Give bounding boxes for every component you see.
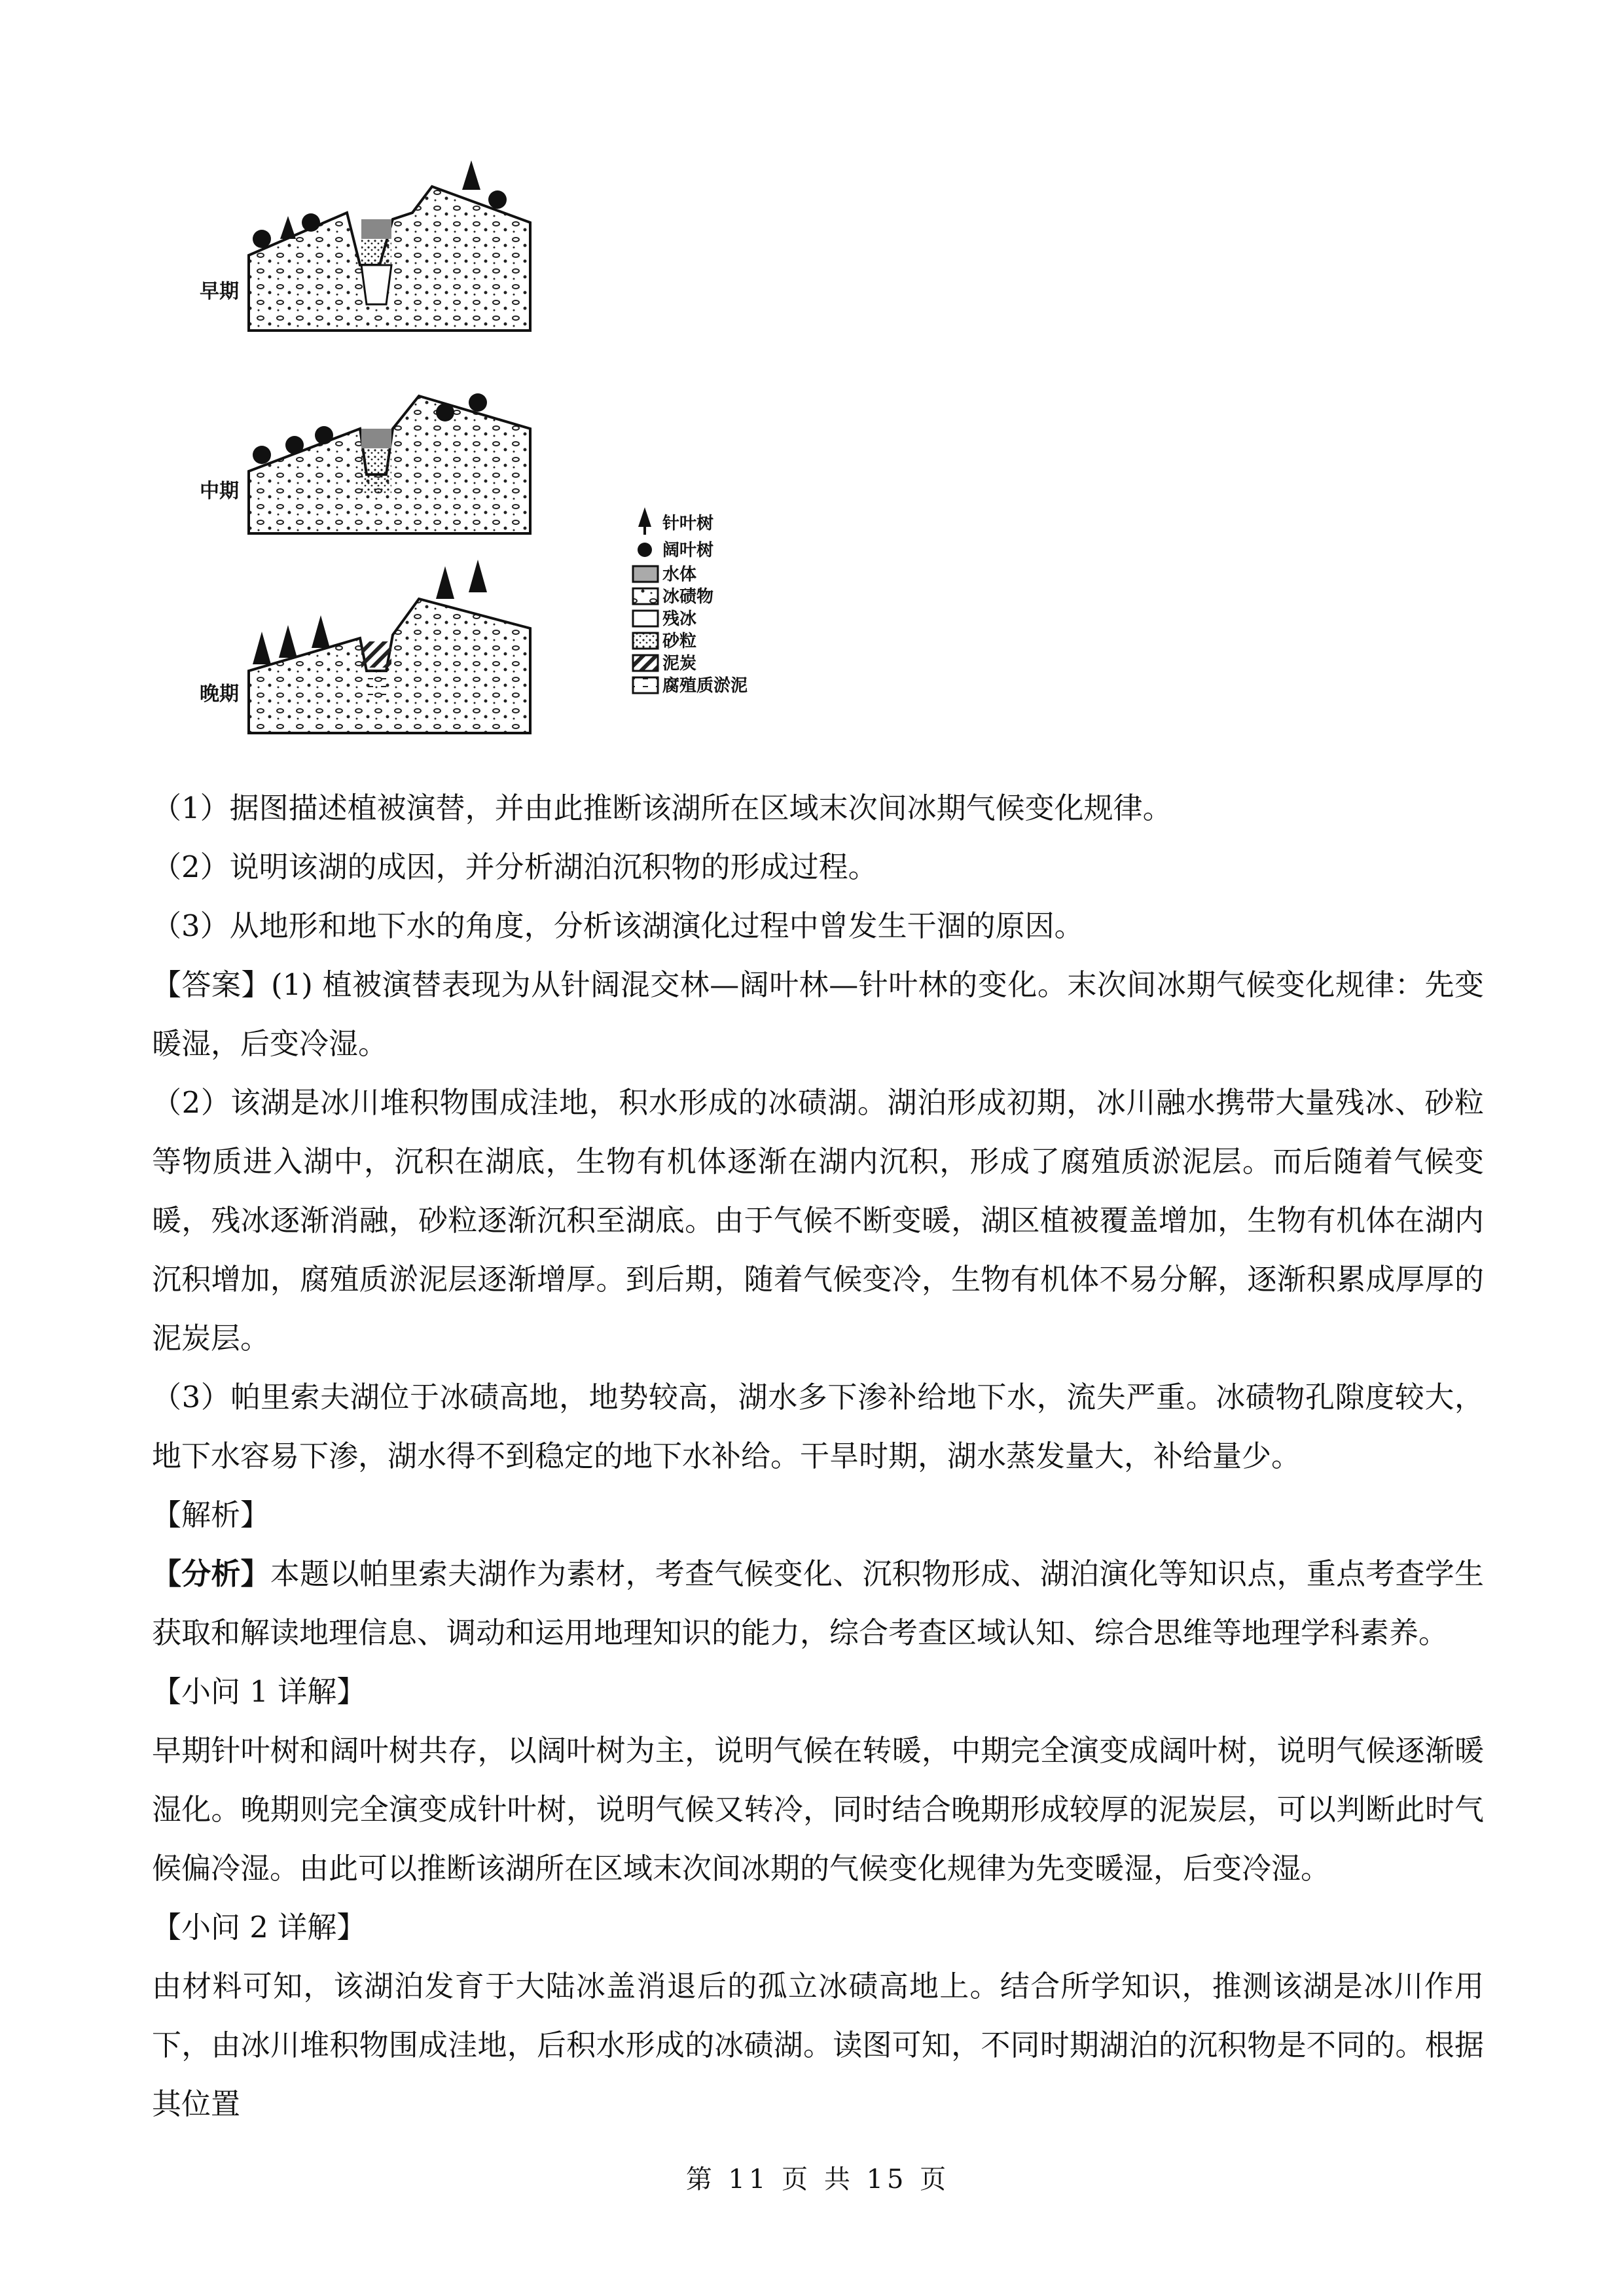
page-footer: 第 11 页 共 15 页 (685, 2164, 950, 2195)
stage-label-middle: 中期 (200, 480, 239, 503)
legend-label: 泥炭 (662, 654, 697, 673)
q1-detail: 早期针叶树和阔叶树共存，以阔叶树为主，说明气候在转暖，中期完全演变成阔叶树，说明气候逐渐暖湿化。晚期则完全演变成针叶树，说明气候又转冷，同时结合晚期形成较厚的泥炭层，可以判断此时气候偏冷湿。由此可以推断该湖所在区域末次间冰期的气候变化规律为先变暖湿，后变冷湿。 (152, 1733, 1484, 1886)
legend-label: 残冰 (662, 609, 697, 629)
conifer-icon (638, 507, 651, 535)
answer-1 (152, 956, 1484, 1073)
stage-late-panel (249, 560, 530, 733)
analysis-summary (152, 1545, 1484, 1662)
legend-label: 水体 (662, 565, 697, 584)
lake-evolution-figure (196, 141, 772, 753)
q2-detail: 由材料可知，该湖泊发育于大陆冰盖消退后的孤立冰碛高地上。结合所学知识，推测该湖是冰川作用下，由冰川堆积物围成洼地，后积水形成的冰碛湖。读图可知，不同时期湖泊的沉积物是不同的。根据其位置 (152, 1969, 1484, 2121)
stage-middle-panel (249, 393, 530, 533)
question-1: （1）据图描述植被演替，并由此推断该湖所在区域末次间冰期气候变化规律。 (152, 791, 1172, 825)
analysis-label: 【分析】 (152, 1556, 270, 1591)
sand-swatch (633, 633, 658, 649)
stage-label-early: 早期 (200, 280, 239, 303)
q2-detail-label: 【小问 2 详解】 (152, 1910, 367, 1945)
residual-ice-swatch (633, 611, 658, 626)
question-2: （2）说明该湖的成因，并分析湖泊沉积物的形成过程。 (152, 850, 878, 884)
stage-label-late: 晚期 (200, 683, 239, 706)
answer-label: 【答案】 (152, 967, 272, 1002)
legend-label: 砂粒 (662, 632, 697, 651)
stage-early-panel (249, 160, 530, 331)
q1-detail-label: 【小问 1 详解】 (152, 1674, 367, 1709)
document-body (152, 779, 1484, 2199)
legend (633, 507, 748, 696)
till-swatch (633, 588, 658, 604)
analysis-text: 本题以帕里索夫湖作为素材，考查气候变化、沉积物形成、湖泊演化等知识点，重点考查学生获取和解读地理信息、调动和运用地理知识的能力，综合考查区域认知、综合思维等地理学科素养。 (152, 1556, 1484, 1650)
legend-label: 针叶树 (662, 514, 714, 533)
answer-text: (1) 植被演替表现为从针阔混交林—阔叶林—针叶林的变化。末次间冰期气候变化规律：先变暖湿，后变冷湿。 (152, 967, 1484, 1061)
lake-evolution-diagram (196, 141, 772, 753)
water-swatch (633, 566, 658, 582)
legend-label: 腐殖质淤泥 (662, 676, 748, 696)
question-3: （3）从地形和地下水的角度，分析该湖演化过程中曾发生干涸的原因。 (152, 908, 1084, 943)
answer-3: （3）帕里索夫湖位于冰碛高地，地势较高，湖水多下渗补给地下水，流失严重。冰碛物孔隙度较大，地下水容易下渗，湖水得不到稳定的地下水补给。干旱时期，湖水蒸发量大，补给量少。 (152, 1380, 1484, 1473)
answer-2: （2）该湖是冰川堆积物围成洼地，积水形成的冰碛湖。湖泊形成初期，冰川融水携带大量残冰、砂粒等物质进入湖中，沉积在湖底，生物有机体逐渐在湖内沉积，形成了腐殖质淤泥层。而后随着气候变暖，残冰逐渐消融，砂粒逐渐沉积至湖底。由于气候不断变暖，湖区植被覆盖增加，生物有机体在湖内沉积增加，腐殖质淤泥层逐渐增厚。到后期，随着气候变冷，生物有机体不易分解，逐渐积累成厚厚的泥炭层。 (152, 1085, 1484, 1355)
analysis-header: 【解析】 (152, 1498, 270, 1532)
broadleaf-icon (638, 543, 652, 557)
humus-mud-swatch (633, 677, 658, 693)
peat-swatch (633, 655, 658, 671)
legend-label: 阔叶树 (662, 541, 714, 560)
legend-label: 冰碛物 (662, 587, 714, 607)
